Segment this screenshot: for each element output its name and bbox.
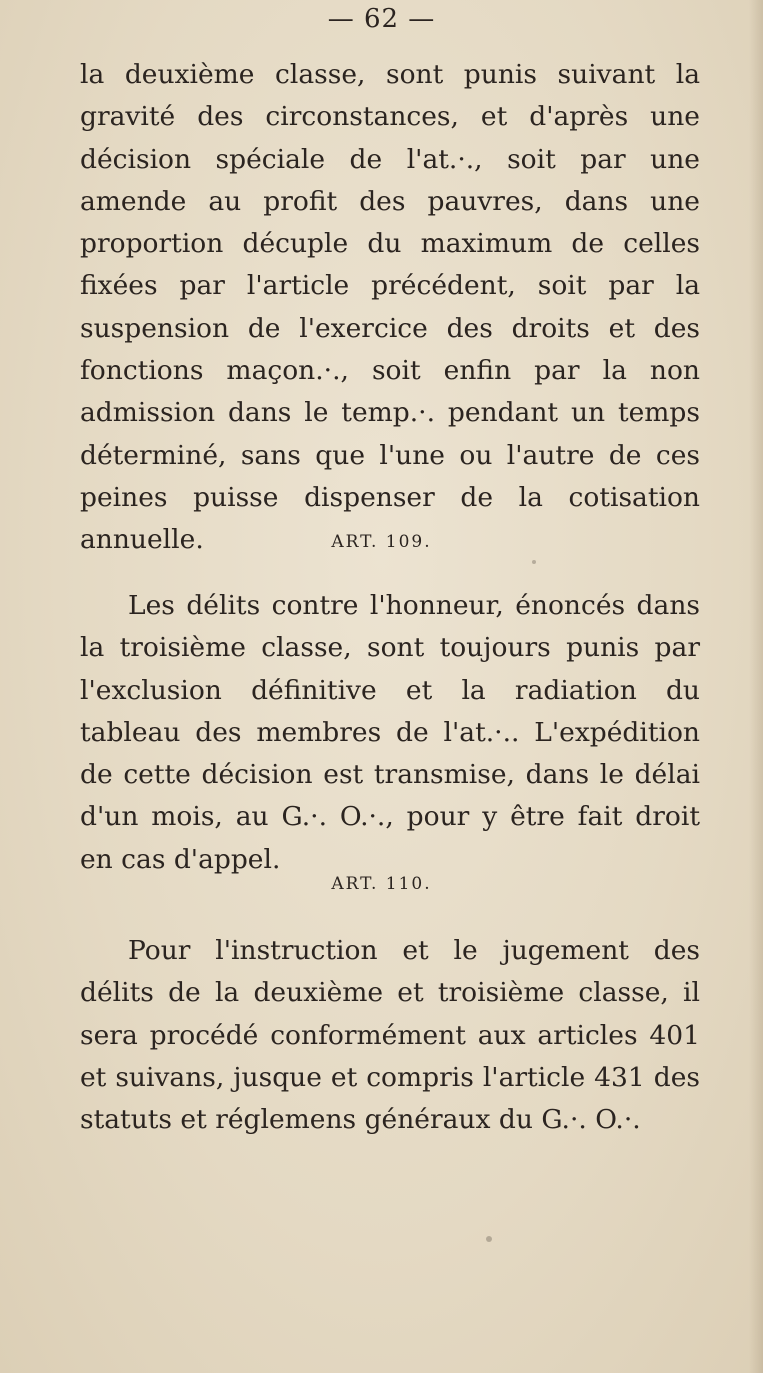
article-heading-110: ART. 110.	[331, 874, 432, 894]
paragraph-text: la deuxième classe, sont punis suivant la gravité des circonstances, et d'après une décision spéciale de l'at.·., soit par une amende au profit des pauvres, dans une proportion décuple du maximum de celles fixées par l'article précédent, soit par la suspension de l'exercice des droits et des fonctions maçon.·., soit enfin par la non admission dans le temp.·. pendant un temps déterminé, sans que l'une ou l'autre de ces peines puisse dispenser de la cotisation annuelle.	[80, 59, 700, 556]
paragraph-text: Pour l'instruction et le jugement des délits de la deuxième et troisième classe, il sera procédé conformément aux articles 401 et suivans, jusque et compris l'article 431 des statuts et réglemens généraux du G.·. O.·.	[80, 935, 700, 1136]
article-heading-109: ART. 109.	[331, 532, 432, 552]
paper-speck	[532, 560, 536, 564]
page-number: — 62 —	[327, 4, 436, 34]
paper-speck	[486, 1236, 492, 1242]
paragraph-continued	[80, 54, 700, 562]
article-110-paragraph	[80, 930, 700, 1141]
page-edge-shadow	[749, 0, 763, 1373]
article-109-paragraph	[80, 585, 700, 881]
paragraph-text: Les délits contre l'honneur, énoncés dans la troisième classe, sont toujours punis par l'exclusion définitive et la radiation du tableau des membres de l'at.·.. L'expédition de cette décision est transmise, dans le délai d'un mois, au G.·. O.·., pour y être fait droit en cas d'appel.	[80, 590, 700, 875]
